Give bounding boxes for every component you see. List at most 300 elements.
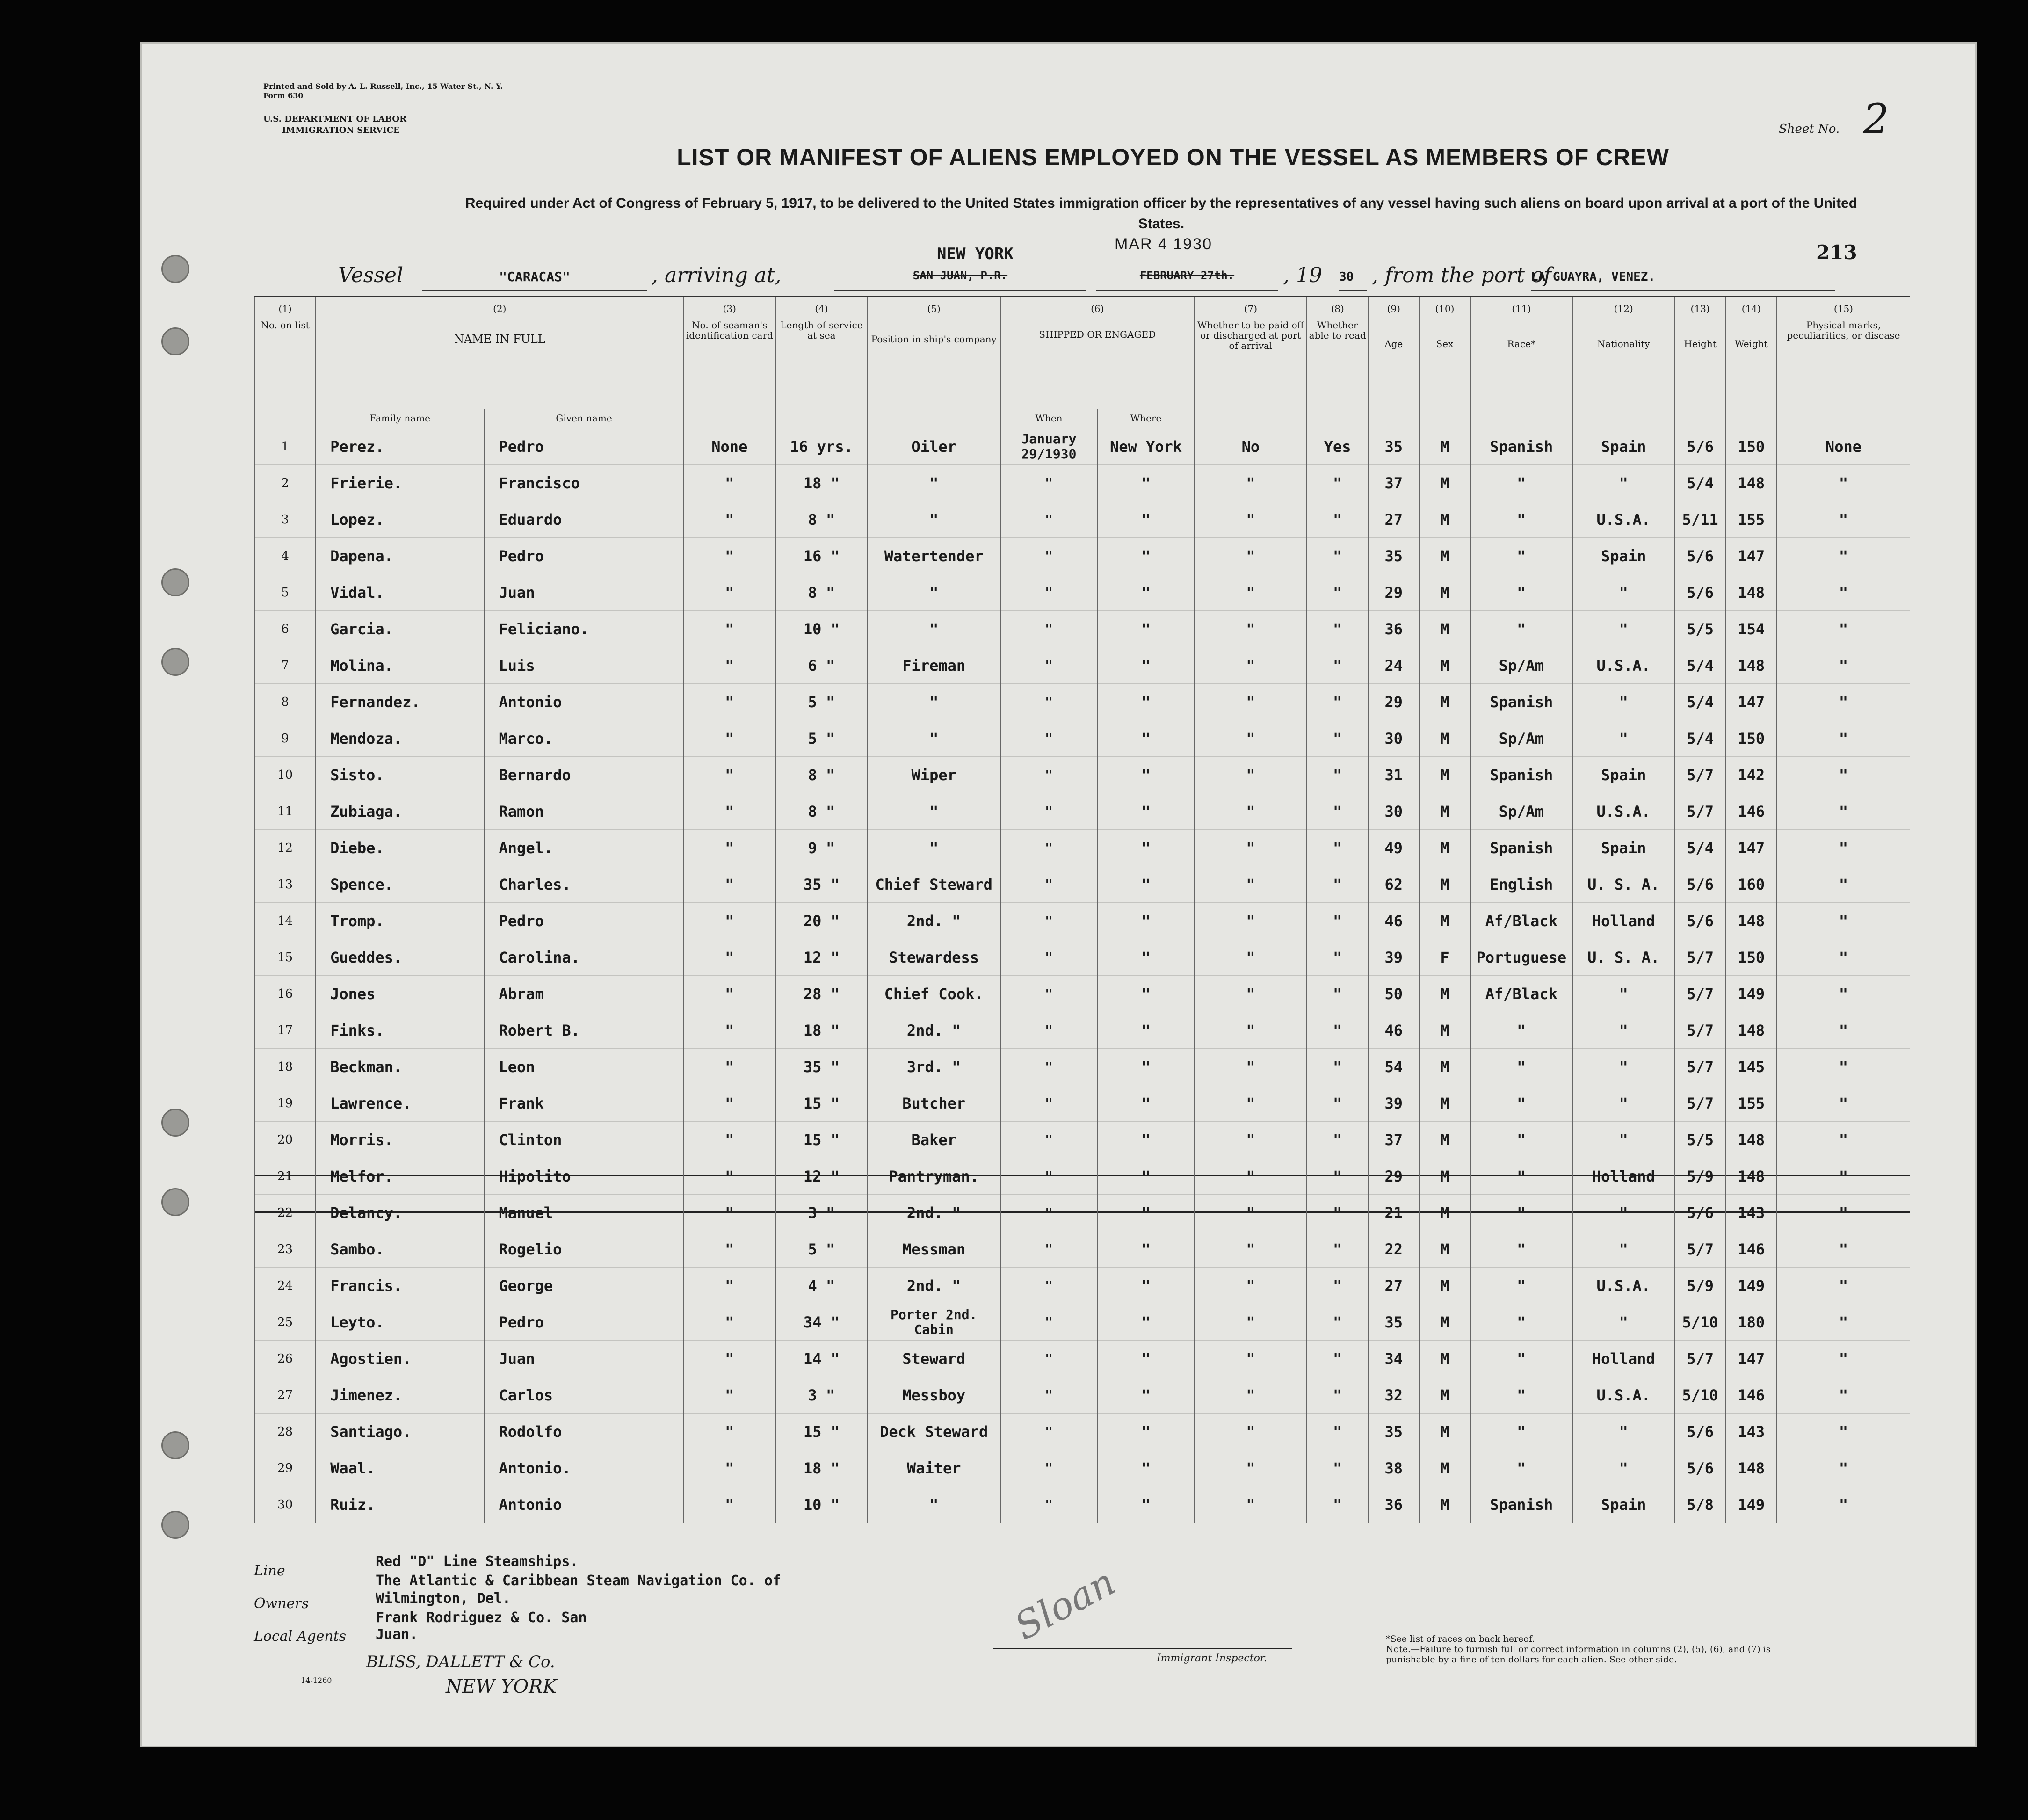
cell-family: Vidal.: [316, 574, 484, 611]
table-row: [254, 647, 1910, 684]
cell-paid: ": [1195, 1085, 1307, 1122]
binder-hole: [161, 327, 189, 355]
cell-height: 5/11: [1674, 501, 1725, 538]
cell-family: Agostien.: [316, 1341, 484, 1377]
col-position: Position in ship's company: [868, 320, 1000, 409]
cell-when: ": [1000, 830, 1098, 866]
cell-given: Leon: [485, 1049, 684, 1085]
cell-sex: M: [1419, 1304, 1470, 1341]
cell-age: 32: [1368, 1377, 1419, 1414]
cell-no: 30: [254, 1486, 316, 1523]
cell-race: Spanish: [1470, 1486, 1572, 1523]
cell-read: ": [1307, 1122, 1368, 1158]
blank-cell: [1726, 409, 1777, 428]
cell-family: Zubiaga.: [316, 793, 484, 830]
cell-sex: M: [1419, 684, 1470, 720]
binder-hole: [161, 1511, 189, 1539]
cell-card: ": [684, 574, 776, 611]
blank-cell: [868, 409, 1000, 428]
table-row: [254, 1268, 1910, 1304]
cell-service: 16 ": [775, 538, 868, 574]
cell-race: Spanish: [1470, 684, 1572, 720]
cell-read: ": [1307, 1158, 1368, 1195]
cell-age: 31: [1368, 757, 1419, 793]
blank-cell: [1368, 409, 1419, 428]
printer-form: Form 630: [263, 91, 304, 100]
table-row: [254, 465, 1910, 501]
cell-position: Messboy: [868, 1377, 1000, 1414]
cell-no: 6: [254, 611, 316, 647]
cell-sex: M: [1419, 501, 1470, 538]
table-row: [254, 611, 1910, 647]
cell-marks: ": [1777, 1012, 1910, 1049]
cell-position: ": [868, 465, 1000, 501]
cell-given: Eduardo: [485, 501, 684, 538]
cell-position: ": [868, 793, 1000, 830]
cell-no: 20: [254, 1122, 316, 1158]
table-row: [254, 939, 1910, 976]
cell-position: Deck Steward: [868, 1414, 1000, 1450]
cell-no: 10: [254, 757, 316, 793]
vessel-name: "CARACAS": [422, 263, 647, 291]
cell-service: 5 ": [775, 720, 868, 757]
cell-paid: ": [1195, 1122, 1307, 1158]
cell-age: 35: [1368, 428, 1419, 465]
agents-city: NEW YORK: [446, 1676, 557, 1697]
cell-height: 5/6: [1674, 538, 1725, 574]
cell-nationality: ": [1572, 1085, 1674, 1122]
cell-card: ": [684, 793, 776, 830]
cell-read: ": [1307, 1049, 1368, 1085]
table-row: [254, 501, 1910, 538]
cell-nationality: U.S.A.: [1572, 501, 1674, 538]
cell-service: 3 ": [775, 1377, 868, 1414]
cell-read: ": [1307, 1012, 1368, 1049]
cell-card: ": [684, 501, 776, 538]
table-row: [254, 1158, 1910, 1195]
cell-height: 5/6: [1674, 1450, 1725, 1486]
cell-paid: ": [1195, 1450, 1307, 1486]
cell-nationality: ": [1572, 611, 1674, 647]
cell-age: 35: [1368, 1304, 1419, 1341]
cell-sex: M: [1419, 1195, 1470, 1231]
cell-given: Bernardo: [485, 757, 684, 793]
cell-given: Pedro: [485, 538, 684, 574]
printer-imprint: [263, 82, 503, 101]
cell-age: 62: [1368, 866, 1419, 903]
year-prefix: , 19: [1283, 263, 1322, 287]
line-value: Red "D" Line Steamships.: [376, 1553, 579, 1570]
cell-race: ": [1470, 1304, 1572, 1341]
cell-where: ": [1097, 611, 1195, 647]
cell-paid: ": [1195, 1377, 1307, 1414]
cell-position: Wiper: [868, 757, 1000, 793]
cell-marks: ": [1777, 976, 1910, 1012]
col-sex: Sex: [1419, 320, 1470, 409]
cell-read: ": [1307, 647, 1368, 684]
cell-where: ": [1097, 1268, 1195, 1304]
cell-no: 7: [254, 647, 316, 684]
cell-no: 2: [254, 465, 316, 501]
cell-race: Spanish: [1470, 428, 1572, 465]
cell-no: 18: [254, 1049, 316, 1085]
cell-when: ": [1000, 1122, 1098, 1158]
cell-marks: ": [1777, 1304, 1910, 1341]
cell-paid: ": [1195, 1268, 1307, 1304]
cell-paid: ": [1195, 939, 1307, 976]
cell-service: 15 ": [775, 1414, 868, 1450]
cell-position: 2nd. ": [868, 903, 1000, 939]
cell-paid: ": [1195, 1486, 1307, 1523]
cell-position: Butcher: [868, 1085, 1000, 1122]
cell-where: ": [1097, 501, 1195, 538]
cell-given: Pedro: [485, 903, 684, 939]
cell-family: Mendoza.: [316, 720, 484, 757]
table-row: [254, 1341, 1910, 1377]
cell-when: ": [1000, 757, 1098, 793]
cell-nationality: U. S. A.: [1572, 939, 1674, 976]
date-stamp: MAR 4 1930: [1115, 235, 1212, 253]
cell-height: 5/6: [1674, 1414, 1725, 1450]
cell-card: ": [684, 1085, 776, 1122]
table-row: [254, 1195, 1910, 1231]
col-weight: Weight: [1726, 320, 1777, 409]
cell-weight: 147: [1726, 1341, 1777, 1377]
cell-family: Garcia.: [316, 611, 484, 647]
cell-family: Finks.: [316, 1012, 484, 1049]
cell-marks: ": [1777, 1122, 1910, 1158]
cell-paid: ": [1195, 1012, 1307, 1049]
cell-sex: M: [1419, 574, 1470, 611]
cell-family: Leyto.: [316, 1304, 484, 1341]
page-title: LIST OR MANIFEST OF ALIENS EMPLOYED ON THE VESSEL AS MEMBERS OF CREW: [677, 144, 1669, 170]
cell-position: Pantryman.: [868, 1158, 1000, 1195]
cell-race: ": [1470, 1450, 1572, 1486]
cell-position: 2nd. ": [868, 1012, 1000, 1049]
cell-nationality: ": [1572, 1049, 1674, 1085]
cell-read: ": [1307, 1486, 1368, 1523]
cell-given: Charles.: [485, 866, 684, 903]
cell-read: ": [1307, 793, 1368, 830]
cell-height: 5/10: [1674, 1377, 1725, 1414]
agents-label: Local Agents: [254, 1628, 347, 1645]
cell-marks: ": [1777, 1450, 1910, 1486]
cell-weight: 147: [1726, 830, 1777, 866]
col-shipped-engaged: SHIPPED OR ENGAGED: [1000, 320, 1195, 409]
cell-marks: ": [1777, 611, 1910, 647]
col-num: (11): [1470, 297, 1572, 320]
cell-weight: 146: [1726, 793, 1777, 830]
cell-weight: 146: [1726, 1377, 1777, 1414]
cell-race: ": [1470, 1377, 1572, 1414]
cell-age: 29: [1368, 1158, 1419, 1195]
cell-position: Messman: [868, 1231, 1000, 1268]
col-length-service: Length of service at sea: [775, 320, 868, 409]
cell-nationality: ": [1572, 1304, 1674, 1341]
cell-when: ": [1000, 647, 1098, 684]
cell-race: Sp/Am: [1470, 793, 1572, 830]
service-name: IMMIGRATION SERVICE: [282, 125, 400, 135]
cell-service: 3 ": [775, 1195, 868, 1231]
table-row: [254, 866, 1910, 903]
cell-where: ": [1097, 1486, 1195, 1523]
cell-paid: ": [1195, 1341, 1307, 1377]
note-races: *See list of races on back hereof.: [1386, 1634, 1535, 1644]
cell-read: ": [1307, 465, 1368, 501]
blank-cell: [1470, 409, 1572, 428]
cell-where: New York: [1097, 428, 1195, 465]
cell-given: George: [485, 1268, 684, 1304]
cell-paid: ": [1195, 830, 1307, 866]
cell-paid: ": [1195, 720, 1307, 757]
cell-position: 2nd. ": [868, 1195, 1000, 1231]
cell-family: Tromp.: [316, 903, 484, 939]
cell-height: 5/6: [1674, 428, 1725, 465]
cell-marks: ": [1777, 501, 1910, 538]
binder-hole: [161, 255, 189, 283]
cell-nationality: U.S.A.: [1572, 647, 1674, 684]
cell-marks: ": [1777, 1231, 1910, 1268]
cell-weight: 143: [1726, 1414, 1777, 1450]
cell-race: Sp/Am: [1470, 720, 1572, 757]
table-row: [254, 1085, 1910, 1122]
cell-weight: 155: [1726, 501, 1777, 538]
cell-paid: ": [1195, 611, 1307, 647]
cell-when: ": [1000, 1085, 1098, 1122]
cell-marks: ": [1777, 538, 1910, 574]
cell-paid: ": [1195, 976, 1307, 1012]
cell-where: ": [1097, 1122, 1195, 1158]
cell-sex: M: [1419, 830, 1470, 866]
cell-given: Manuel: [485, 1195, 684, 1231]
cell-weight: 150: [1726, 428, 1777, 465]
cell-age: 30: [1368, 720, 1419, 757]
cell-paid: ": [1195, 1195, 1307, 1231]
cell-family: Dapena.: [316, 538, 484, 574]
cell-race: ": [1470, 611, 1572, 647]
cell-height: 5/7: [1674, 1012, 1725, 1049]
cell-race: ": [1470, 465, 1572, 501]
cell-paid: ": [1195, 866, 1307, 903]
binder-hole: [161, 648, 189, 676]
col-when: When: [1000, 409, 1098, 428]
cell-service: 18 ": [775, 1012, 868, 1049]
cell-card: ": [684, 1341, 776, 1377]
cell-card: ": [684, 1414, 776, 1450]
binder-hole: [161, 1431, 189, 1459]
cell-height: 5/4: [1674, 465, 1725, 501]
col-num: (13): [1674, 297, 1725, 320]
department-name: U.S. DEPARTMENT OF LABOR: [263, 114, 407, 124]
cell-no: 11: [254, 793, 316, 830]
cell-race: ": [1470, 574, 1572, 611]
cell-no: 26: [254, 1341, 316, 1377]
cell-when: ": [1000, 611, 1098, 647]
owners-label: Owners: [254, 1595, 309, 1612]
cell-weight: 145: [1726, 1049, 1777, 1085]
table-row: [254, 1414, 1910, 1450]
blank-cell: [1419, 409, 1470, 428]
col-family-name: Family name: [316, 409, 484, 428]
cell-card: ": [684, 830, 776, 866]
cell-race: ": [1470, 1122, 1572, 1158]
cell-race: ": [1470, 1085, 1572, 1122]
cell-nationality: ": [1572, 465, 1674, 501]
cell-when: January 29/1930: [1000, 428, 1098, 465]
cell-service: 12 ": [775, 939, 868, 976]
cell-no: 4: [254, 538, 316, 574]
cell-no: 23: [254, 1231, 316, 1268]
cell-paid: ": [1195, 1304, 1307, 1341]
cell-marks: ": [1777, 866, 1910, 903]
table-row: [254, 793, 1910, 830]
cell-weight: 148: [1726, 903, 1777, 939]
cell-family: Jones: [316, 976, 484, 1012]
cell-given: Feliciano.: [485, 611, 684, 647]
cell-paid: ": [1195, 757, 1307, 793]
cell-given: Antonio.: [485, 1450, 684, 1486]
cell-marks: ": [1777, 1158, 1910, 1195]
cell-position: ": [868, 1486, 1000, 1523]
cell-family: Lopez.: [316, 501, 484, 538]
cell-race: Af/Black: [1470, 976, 1572, 1012]
cell-when: ": [1000, 1012, 1098, 1049]
cell-service: 35 ": [775, 1049, 868, 1085]
col-nationality: Nationality: [1572, 320, 1674, 409]
cell-nationality: ": [1572, 976, 1674, 1012]
cell-nationality: Holland: [1572, 1341, 1674, 1377]
cell-no: 14: [254, 903, 316, 939]
cell-nationality: ": [1572, 1231, 1674, 1268]
cell-marks: ": [1777, 903, 1910, 939]
cell-position: ": [868, 720, 1000, 757]
cell-service: 15 ": [775, 1122, 868, 1158]
arriving-port-struck: SAN JUAN, P.R.: [834, 263, 1086, 291]
cell-sex: M: [1419, 1377, 1470, 1414]
cell-family: Francis.: [316, 1268, 484, 1304]
cell-race: Spanish: [1470, 757, 1572, 793]
cell-age: 49: [1368, 830, 1419, 866]
cell-marks: ": [1777, 1195, 1910, 1231]
cell-age: 27: [1368, 1268, 1419, 1304]
cell-weight: 155: [1726, 1085, 1777, 1122]
cell-marks: ": [1777, 1085, 1910, 1122]
cell-position: 3rd. ": [868, 1049, 1000, 1085]
cell-given: Frank: [485, 1085, 684, 1122]
cell-when: ": [1000, 1377, 1098, 1414]
cell-read: ": [1307, 1195, 1368, 1231]
footnote: [1386, 1634, 1807, 1665]
crew-rows: [254, 428, 1910, 1523]
col-seaman-card: No. of seaman's identification card: [684, 320, 776, 409]
cell-race: ": [1470, 1414, 1572, 1450]
cell-given: Abram: [485, 976, 684, 1012]
cell-weight: 148: [1726, 1122, 1777, 1158]
cell-where: ": [1097, 939, 1195, 976]
cell-where: ": [1097, 757, 1195, 793]
cell-card: ": [684, 465, 776, 501]
cell-given: Robert B.: [485, 1012, 684, 1049]
cell-sex: M: [1419, 1414, 1470, 1450]
cell-card: ": [684, 1231, 776, 1268]
cell-given: Marco.: [485, 720, 684, 757]
vessel-label: Vessel: [338, 263, 404, 287]
cell-given: Rogelio: [485, 1231, 684, 1268]
cell-sex: M: [1419, 866, 1470, 903]
table-row: [254, 428, 1910, 465]
cell-no: 28: [254, 1414, 316, 1450]
cell-given: Pedro: [485, 428, 684, 465]
cell-age: 46: [1368, 903, 1419, 939]
cell-read: ": [1307, 1377, 1368, 1414]
cell-race: Spanish: [1470, 830, 1572, 866]
cell-weight: 148: [1726, 465, 1777, 501]
cell-given: Carolina.: [485, 939, 684, 976]
cell-race: ": [1470, 1195, 1572, 1231]
cell-no: 17: [254, 1012, 316, 1049]
cell-service: 34 ": [775, 1304, 868, 1341]
cell-read: ": [1307, 866, 1368, 903]
col-physical-marks: Physical marks, peculiarities, or disease: [1777, 320, 1910, 409]
col-where: Where: [1097, 409, 1195, 428]
cell-no: 22: [254, 1195, 316, 1231]
cell-where: ": [1097, 1158, 1195, 1195]
cell-height: 5/7: [1674, 976, 1725, 1012]
cell-sex: M: [1419, 757, 1470, 793]
cell-service: 20 ": [775, 903, 868, 939]
cell-no: 27: [254, 1377, 316, 1414]
cell-service: 18 ": [775, 1450, 868, 1486]
cell-service: 5 ": [775, 684, 868, 720]
cell-weight: 180: [1726, 1304, 1777, 1341]
cell-age: 34: [1368, 1341, 1419, 1377]
cell-given: Juan: [485, 574, 684, 611]
cell-position: Steward: [868, 1341, 1000, 1377]
cell-when: ": [1000, 1158, 1098, 1195]
cell-sex: F: [1419, 939, 1470, 976]
cell-where: ": [1097, 1341, 1195, 1377]
cell-position: ": [868, 501, 1000, 538]
cell-paid: ": [1195, 574, 1307, 611]
cell-given: Hipolito: [485, 1158, 684, 1195]
cell-family: Jimenez.: [316, 1377, 484, 1414]
cell-no: 25: [254, 1304, 316, 1341]
cell-card: ": [684, 976, 776, 1012]
cell-sex: M: [1419, 1486, 1470, 1523]
cell-card: ": [684, 1012, 776, 1049]
cell-service: 8 ": [775, 793, 868, 830]
cell-no: 21: [254, 1158, 316, 1195]
cell-sex: M: [1419, 428, 1470, 465]
cell-where: ": [1097, 465, 1195, 501]
cell-family: Lawrence.: [316, 1085, 484, 1122]
cell-weight: 148: [1726, 1450, 1777, 1486]
table-row: [254, 1377, 1910, 1414]
cell-position: Porter 2nd. Cabin: [868, 1304, 1000, 1341]
cell-height: 5/4: [1674, 647, 1725, 684]
cell-where: ": [1097, 647, 1195, 684]
col-given-name: Given name: [485, 409, 684, 428]
cell-where: ": [1097, 866, 1195, 903]
cell-marks: ": [1777, 1049, 1910, 1085]
col-num: (8): [1307, 297, 1368, 320]
col-num: (1): [254, 297, 316, 320]
cell-height: 5/4: [1674, 684, 1725, 720]
cell-weight: 149: [1726, 1268, 1777, 1304]
cell-weight: 149: [1726, 1486, 1777, 1523]
blank-cell: [1777, 409, 1910, 428]
subtitle: Required under Act of Congress of February 5, 1917, to be delivered to the United States immigration officer by the representatives of any vessel having such aliens on board upon arrival at a port of the United States.: [465, 196, 1858, 232]
